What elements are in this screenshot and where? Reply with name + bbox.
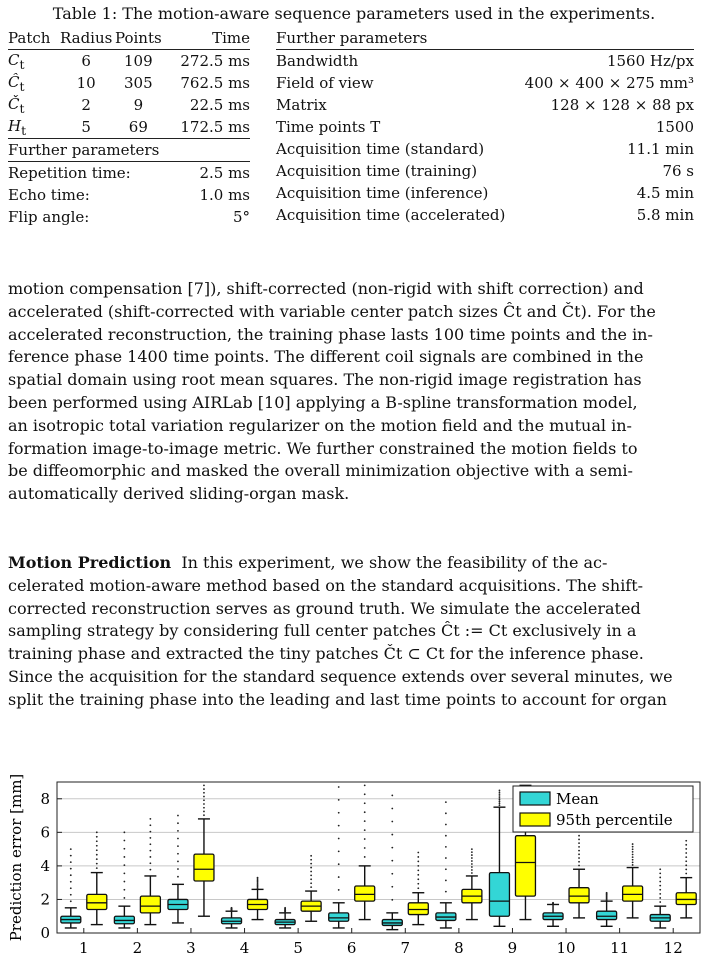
outlier-point (149, 818, 151, 820)
outlier-point (685, 860, 687, 862)
outlier-point (149, 856, 151, 858)
outlier-point (471, 866, 473, 868)
box-95th-percentile (623, 886, 643, 901)
box-95th-percentile (87, 894, 107, 909)
outlier-point (659, 897, 661, 899)
outlier-point (499, 804, 501, 806)
table-row (8, 206, 250, 228)
outlier-point (578, 853, 580, 855)
y-axis-label: Prediction error [mm] (7, 773, 25, 942)
outlier-point (471, 860, 473, 862)
body-paragraph-motion-prediction (8, 552, 698, 712)
param-label: Acquisition time (accelerated) (276, 206, 506, 224)
outlier-point (149, 850, 151, 852)
outlier-point (284, 907, 286, 909)
outlier-point (96, 867, 98, 869)
outlier-point (499, 803, 501, 805)
table-cell: 22.5 ms (189, 96, 250, 114)
outlier-point (391, 808, 393, 810)
outlier-point (445, 868, 447, 870)
outlier-point (391, 821, 393, 823)
text-line: Since the acquisition for the standard sequence extends over several minutes, we (8, 666, 673, 686)
outlier-point (123, 848, 125, 850)
table-cell: 69 (112, 116, 164, 139)
legend-label: Mean (556, 790, 599, 808)
outlier-point (659, 877, 661, 879)
table-cell: 2 (81, 96, 91, 114)
legend-label: 95th percentile (556, 811, 673, 829)
outlier-point (149, 869, 151, 871)
x-tick-label: 5 (293, 939, 303, 957)
table-subheader-row (8, 139, 250, 162)
outlier-point (257, 877, 259, 879)
outlier-point (123, 840, 125, 842)
outlier-point (471, 872, 473, 874)
outlier-point (203, 799, 205, 801)
outlier-point (417, 878, 419, 880)
box-95th-percentile (355, 886, 375, 901)
text-line: been performed using AIRLab [10] applying a B-spline transformation model, (8, 392, 638, 412)
outlier-point (445, 891, 447, 893)
table-cell: 172.5 ms (164, 116, 250, 139)
table-row (8, 50, 250, 73)
param-value: 1500 (655, 118, 694, 136)
param-label: Acquisition time (training) (276, 162, 478, 180)
x-tick-label: 11 (610, 939, 630, 957)
outlier-point (632, 854, 634, 856)
table-header-row (8, 27, 250, 50)
param-label: Time points T (276, 118, 381, 136)
outlier-point (499, 797, 501, 799)
outlier-point (177, 845, 179, 847)
outlier-point (177, 868, 179, 870)
further-parameters-table (276, 27, 694, 226)
outlier-point (499, 799, 501, 801)
outlier-point (578, 850, 580, 852)
outlier-point (659, 885, 661, 887)
section-heading: Motion Prediction (8, 553, 172, 572)
outlier-point (659, 881, 661, 883)
outlier-point (499, 789, 501, 791)
outlier-point (685, 848, 687, 850)
table-row (8, 162, 250, 185)
param-label: Matrix (276, 96, 327, 114)
text-line: motion compensation [7]), shift-corrected (non-rigid with shift correction) and (8, 279, 644, 298)
patch-parameters-table (8, 27, 250, 228)
table-cell: 762.5 ms (180, 74, 250, 92)
outlier-point (123, 864, 125, 866)
text-line: automatically derived sliding-organ mask. (8, 484, 350, 504)
outlier-point (70, 887, 72, 889)
outlier-point (685, 840, 687, 842)
patch-label: $H_t$ (8, 116, 60, 139)
outlier-point (123, 872, 125, 874)
table-row (276, 50, 694, 73)
outlier-point (391, 886, 393, 888)
outlier-point (659, 872, 661, 874)
outlier-point (632, 856, 634, 858)
outlier-point (659, 901, 661, 903)
outlier-point (203, 811, 205, 813)
box-95th-percentile (515, 836, 535, 896)
col-header-points: Points (112, 27, 164, 50)
outlier-point (364, 847, 366, 849)
table-cell: 5 (60, 116, 112, 139)
outlier-point (685, 869, 687, 871)
outlier-point (578, 842, 580, 844)
outlier-point (632, 848, 634, 850)
prediction-error-boxplot (0, 770, 708, 965)
box-mean (597, 911, 617, 919)
outlier-point (338, 786, 340, 788)
outlier-point (417, 887, 419, 889)
box-mean (489, 873, 509, 917)
outlier-point (364, 784, 366, 786)
patch-label: $C_t$ (8, 50, 25, 72)
outlier-point (310, 874, 312, 876)
outlier-point (149, 862, 151, 864)
outlier-point (149, 843, 151, 845)
outlier-point (203, 814, 205, 816)
outlier-point (417, 883, 419, 885)
y-tick-label: 8 (40, 789, 50, 808)
outlier-point (123, 831, 125, 833)
outlier-point (417, 865, 419, 867)
table-header-row (276, 27, 694, 50)
outlier-point (177, 815, 179, 817)
outlier-point (391, 860, 393, 862)
table-cell: 10 (76, 74, 96, 92)
outlier-point (123, 897, 125, 899)
outlier-point (685, 852, 687, 854)
further-parameters-header: Further parameters (276, 27, 694, 50)
param-value: 76 s (662, 162, 694, 180)
x-tick-label: 8 (454, 939, 464, 957)
outlier-point (445, 880, 447, 882)
patch-label: $Ĉ_t$ (8, 72, 25, 94)
box-95th-percentile (194, 854, 214, 881)
outlier-point (632, 864, 634, 866)
text-line: accelerated reconstruction, the training phase lasts 100 time points and the in- (8, 324, 653, 344)
outlier-point (96, 854, 98, 856)
outlier-point (310, 855, 312, 857)
outlier-point (177, 876, 179, 878)
x-tick-label: 9 (507, 939, 518, 957)
text-line: ference phase 1400 time points. The different coil signals are combined in the (8, 347, 644, 367)
box-95th-percentile (140, 896, 160, 913)
outlier-point (338, 799, 340, 801)
table-row (8, 94, 250, 116)
outlier-point (364, 820, 366, 822)
param-value: 5° (232, 208, 250, 226)
outlier-point (203, 803, 205, 805)
outlier-point (203, 792, 205, 794)
outlier-point (391, 899, 393, 901)
outlier-point (96, 858, 98, 860)
outlier-point (632, 846, 634, 848)
outlier-point (445, 801, 447, 803)
outlier-point (203, 807, 205, 809)
outlier-point (149, 831, 151, 833)
outlier-point (471, 854, 473, 856)
outlier-point (70, 881, 72, 883)
param-value: 1560 Hz/px (606, 52, 694, 70)
outlier-point (471, 857, 473, 859)
col-header-patch: Patch (8, 27, 60, 50)
outlier-point (177, 830, 179, 832)
param-label: Flip angle: (8, 208, 90, 226)
outlier-point (364, 793, 366, 795)
body-paragraph-methods (8, 278, 698, 506)
outlier-point (685, 873, 687, 875)
outlier-point (338, 838, 340, 840)
box-95th-percentile (408, 903, 428, 915)
outlier-point (149, 824, 151, 826)
outlier-point (417, 869, 419, 871)
x-tick-label: 12 (663, 939, 683, 957)
outlier-point (499, 795, 501, 797)
patch-label: $Č_t$ (8, 94, 25, 116)
text-line: celerated motion-aware method based on the standard acquisitions. The shift- (8, 575, 644, 595)
outlier-point (96, 863, 98, 865)
param-value: 5.8 min (636, 206, 694, 224)
outlier-point (364, 838, 366, 840)
table-row (8, 184, 250, 206)
legend-swatch-mean (520, 792, 550, 805)
outlier-point (417, 852, 419, 854)
param-label: Bandwidth (276, 52, 359, 70)
x-tick-label: 3 (186, 939, 196, 957)
param-value: 4.5 min (636, 184, 694, 202)
param-label: Acquisition time (standard) (276, 140, 485, 158)
outlier-point (364, 856, 366, 858)
col-header-radius: Radius (60, 27, 112, 50)
text-line: spatial domain using root mean squares. The non-rigid image registration has (8, 370, 642, 390)
table-cell: 9 (133, 96, 144, 114)
table-row (276, 138, 694, 160)
outlier-point (632, 859, 634, 861)
outlier-point (445, 846, 447, 848)
outlier-point (364, 829, 366, 831)
outlier-point (310, 859, 312, 861)
outlier-point (578, 861, 580, 863)
outlier-point (499, 793, 501, 795)
outlier-point (685, 864, 687, 866)
outlier-point (310, 863, 312, 865)
y-tick-label: 0 (40, 924, 50, 942)
col-header-time: Time (164, 27, 250, 50)
table-cell: 6 (81, 52, 91, 70)
outlier-point (177, 838, 179, 840)
x-tick-label: 10 (556, 939, 576, 957)
outlier-point (445, 812, 447, 814)
text-line: accelerated (shift-corrected with variable center patch sizes Ĉt and Čt). For the (8, 301, 656, 321)
table-row (8, 72, 250, 94)
outlier-point (445, 835, 447, 837)
table-cell: 305 (124, 74, 153, 92)
outlier-point (149, 837, 151, 839)
outlier-point (231, 907, 233, 909)
outlier-point (417, 861, 419, 863)
legend-swatch-95th (520, 813, 550, 826)
table-row (276, 204, 694, 226)
table-row (276, 72, 694, 94)
y-tick-label: 2 (40, 890, 50, 909)
outlier-point (417, 874, 419, 876)
text-line: split the training phase into the leading and last time points to account for organ (8, 689, 667, 709)
outlier-point (70, 868, 72, 870)
table-row (276, 160, 694, 182)
box-95th-percentile (676, 893, 696, 905)
outlier-point (391, 834, 393, 836)
outlier-point (606, 892, 608, 894)
outlier-point (70, 855, 72, 857)
outlier-point (70, 874, 72, 876)
text-line: training phase and extracted the tiny patches Čt ⊂ Ct for the inference phase. (8, 644, 644, 664)
outlier-point (552, 902, 554, 904)
outlier-point (70, 894, 72, 896)
text-line: be diffeomorphic and masked the overall minimization objective with a semi- (8, 461, 633, 481)
outlier-point (338, 889, 340, 891)
outlier-point (96, 836, 98, 838)
x-tick-label: 7 (400, 939, 411, 957)
text-line: sampling strategy by considering full center patches Ĉt := Ct exclusively in a (8, 621, 637, 641)
outlier-point (471, 851, 473, 853)
outlier-point (177, 861, 179, 863)
outlier-point (632, 851, 634, 853)
outlier-point (417, 856, 419, 858)
outlier-point (96, 845, 98, 847)
outlier-point (364, 811, 366, 813)
outlier-point (203, 788, 205, 790)
text-fragment: In this experiment, we show the feasibility of the ac- (181, 553, 608, 572)
outlier-point (70, 861, 72, 863)
outlier-point (578, 857, 580, 859)
outlier-point (203, 796, 205, 798)
box-95th-percentile (569, 888, 589, 903)
outlier-point (310, 867, 312, 869)
table-row (276, 94, 694, 116)
outlier-point (123, 889, 125, 891)
outlier-point (499, 791, 501, 793)
outlier-point (659, 889, 661, 891)
param-value: 11.1 min (627, 140, 694, 158)
text-line (8, 552, 698, 575)
param-label: Field of view (276, 74, 374, 92)
outlier-point (310, 871, 312, 873)
outlier-point (338, 825, 340, 827)
param-value: 1.0 ms (199, 186, 250, 204)
table-row (276, 116, 694, 138)
param-label: Echo time: (8, 186, 90, 204)
outlier-point (471, 863, 473, 865)
outlier-point (310, 886, 312, 888)
text-line: corrected reconstruction serves as ground truth. We simulate the accelerated (8, 598, 641, 618)
outlier-point (338, 850, 340, 852)
x-tick-label: 2 (132, 939, 143, 957)
outlier-point (203, 784, 205, 786)
outlier-point (123, 856, 125, 858)
y-tick-label: 4 (40, 856, 50, 875)
outlier-point (70, 848, 72, 850)
further-parameters-subheader: Further parameters (8, 139, 250, 162)
outlier-point (578, 835, 580, 837)
outlier-point (391, 847, 393, 849)
outlier-point (310, 882, 312, 884)
outlier-point (123, 881, 125, 883)
param-value: 2.5 ms (199, 164, 250, 182)
outlier-point (70, 900, 72, 902)
x-tick-label: 4 (239, 939, 250, 957)
outlier-point (471, 848, 473, 850)
outlier-point (338, 876, 340, 878)
outlier-point (177, 822, 179, 824)
param-label: Acquisition time (inference) (276, 184, 489, 202)
table-caption: Table 1: The motion-aware sequence parameters used in the experiments. (52, 4, 656, 23)
outlier-point (632, 843, 634, 845)
outlier-point (177, 853, 179, 855)
outlier-point (96, 831, 98, 833)
outlier-point (578, 846, 580, 848)
table-cell: 272.5 ms (180, 52, 250, 70)
outlier-point (96, 840, 98, 842)
box-mean (329, 913, 349, 921)
outlier-point (578, 865, 580, 867)
outlier-point (364, 802, 366, 804)
text-line: an isotropic total variation regularizer on the motion field and the mutual in- (8, 415, 632, 435)
outlier-point (96, 849, 98, 851)
y-tick-label: 6 (40, 823, 50, 842)
param-value: 400 × 400 × 275 mm³ (524, 74, 694, 92)
outlier-point (445, 824, 447, 826)
table-cell: 109 (124, 52, 153, 70)
outlier-point (499, 801, 501, 803)
outlier-point (310, 878, 312, 880)
outlier-point (445, 857, 447, 859)
text-line: formation image-to-image metric. We further constrained the motion fields to (8, 438, 638, 458)
outlier-point (578, 839, 580, 841)
x-tick-label: 6 (346, 939, 357, 957)
outlier-point (685, 844, 687, 846)
outlier-point (338, 863, 340, 865)
param-value: 128 × 128 × 88 px (550, 96, 694, 114)
outlier-point (659, 868, 661, 870)
table-row (276, 182, 694, 204)
param-label: Repetition time: (8, 164, 131, 182)
outlier-point (685, 856, 687, 858)
outlier-point (391, 795, 393, 797)
outlier-point (659, 893, 661, 895)
outlier-point (471, 869, 473, 871)
table-row (8, 116, 250, 139)
outlier-point (338, 812, 340, 814)
outlier-point (632, 861, 634, 863)
outlier-point (391, 873, 393, 875)
x-tick-label: 1 (79, 939, 89, 957)
